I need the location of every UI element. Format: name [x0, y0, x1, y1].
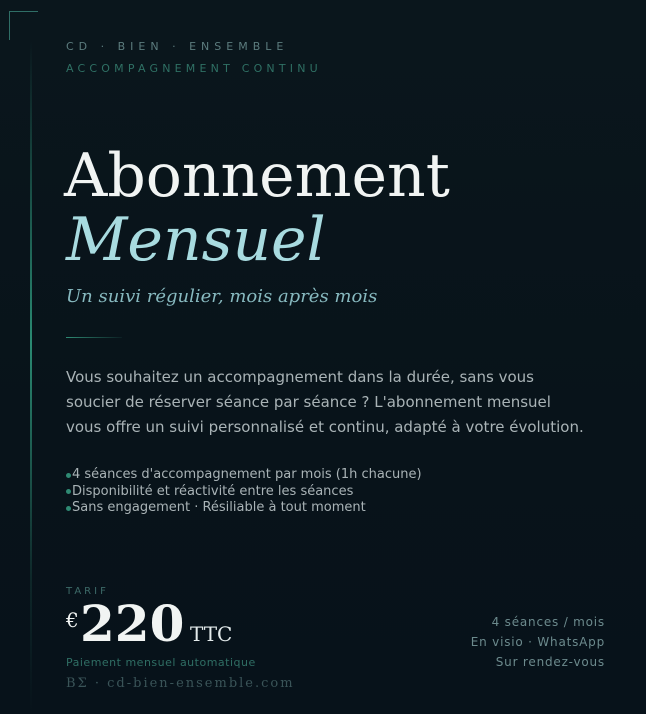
detail-booking: Sur rendez-vous — [495, 655, 605, 669]
page-title-accent: Mensuel — [66, 205, 326, 275]
intro-paragraph: Vous souhaitez un accompagnement dans la durée, sans vous soucier de réserver séance par séance ? L'abonnement mensuel vous offre un suivi personnalisé et continu, adapté à votre évolution. — [66, 368, 584, 436]
session-details — [471, 612, 605, 672]
footer-website: BΣ · cd-bien-ensemble.com — [66, 676, 295, 691]
bullet-dot-icon — [66, 506, 71, 511]
detail-sessions: 4 séances / mois — [491, 615, 605, 629]
brand-name: CD · BIEN · ENSEMBLE — [66, 40, 289, 53]
price-suffix: TTC — [190, 622, 233, 646]
detail-channel: En visio · WhatsApp — [470, 635, 605, 649]
feature-text: Sans engagement · Résiliable à tout moment — [72, 500, 366, 515]
bullet-dot-icon — [66, 489, 71, 494]
tagline: Un suivi régulier, mois après mois — [66, 286, 378, 307]
list-item — [66, 500, 422, 517]
payment-note: Paiement mensuel automatique — [66, 656, 256, 669]
price-amount: 220 — [80, 594, 185, 653]
page-title: Abonnement — [64, 141, 450, 211]
feature-text: 4 séances d'accompagnement par mois (1h chacune) — [72, 467, 422, 482]
price-currency: € — [66, 608, 79, 632]
list-item — [66, 484, 422, 501]
feature-text: Disponibilité et réactivité entre les séances — [72, 483, 354, 499]
brand-subtitle: ACCOMPAGNEMENT CONTINU — [66, 62, 322, 75]
divider — [66, 337, 122, 338]
price-label: TARIF — [66, 586, 109, 597]
vertical-accent-line — [30, 40, 32, 714]
bullet-dot-icon — [66, 473, 71, 478]
list-item — [66, 467, 422, 484]
corner-decoration — [9, 11, 38, 40]
feature-list — [66, 467, 422, 517]
